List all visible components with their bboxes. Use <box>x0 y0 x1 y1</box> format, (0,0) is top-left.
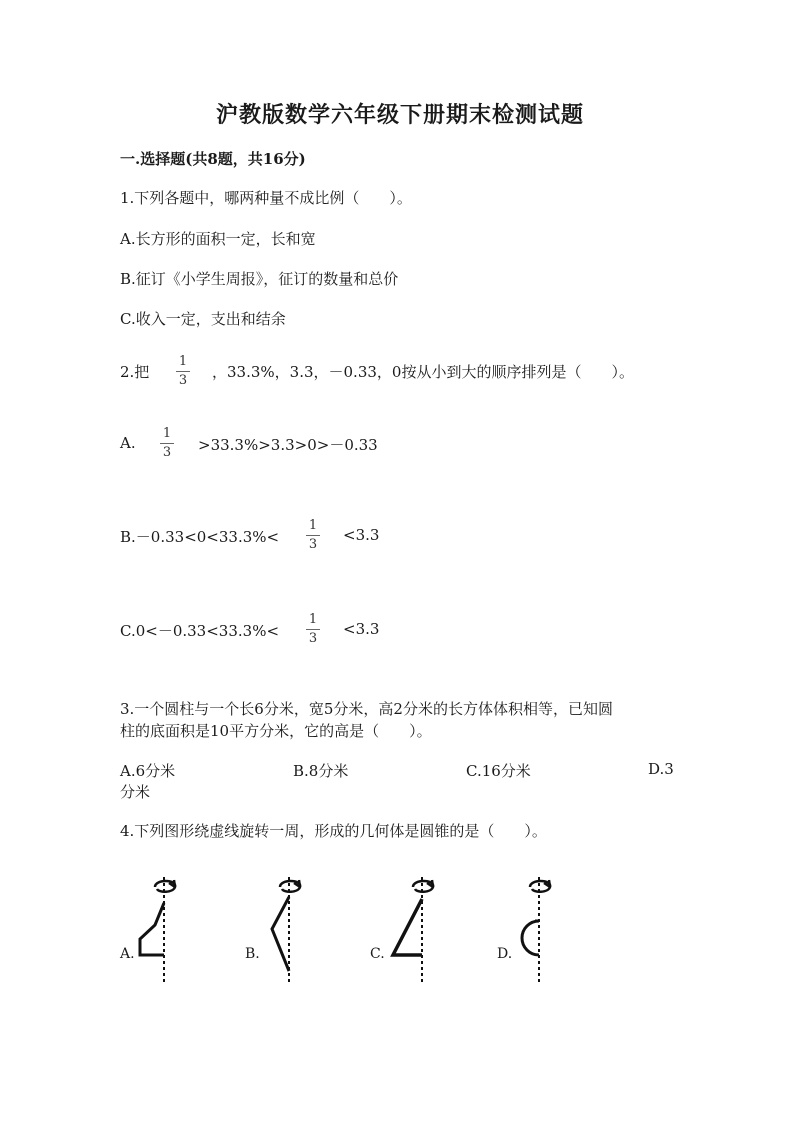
q2-option-a-label: A. <box>120 434 136 452</box>
q4-figure-c <box>375 875 455 985</box>
q4-figure-b <box>250 875 330 985</box>
shape-outline <box>140 903 164 955</box>
q3-option-d: D.3 <box>648 760 674 778</box>
q2-option-b: B.－0.33<0<33.3%< <box>120 528 280 546</box>
fraction-denominator: 3 <box>162 445 172 460</box>
q2-prefix: 2.把 <box>120 363 150 381</box>
q1-option-a: A.长方形的面积一定，长和宽 <box>120 230 316 248</box>
fraction-denominator: 3 <box>308 631 318 646</box>
q3-stem-line2: 柱的底面积是10平方分米，它的高是（ ）。 <box>120 722 432 740</box>
q4-label-d: D. <box>497 946 513 962</box>
page-title: 沪教版数学六年级下册期末检测试题 <box>215 102 584 128</box>
section-heading: 一.选择题(共8题，共16分) <box>120 150 306 168</box>
fraction-denominator: 3 <box>178 373 188 388</box>
fraction-bar <box>176 371 190 372</box>
q3-option-b: B.8分米 <box>293 762 349 780</box>
q4-label-a: A. <box>120 946 135 962</box>
q4-label-c: C. <box>370 946 385 962</box>
q3-stem-line1: 3.一个圆柱与一个长6分米，宽5分米，高2分米的长方体体积相等，已知圆 <box>120 700 613 718</box>
q2-fraction <box>176 355 190 388</box>
shape-outline <box>272 897 289 971</box>
fraction-bar <box>160 443 174 444</box>
fraction-numerator: 1 <box>308 518 318 533</box>
q1-option-b: B.征订《小学生周报》，征订的数量和总价 <box>120 270 399 288</box>
q3-option-d-unit: 分米 <box>120 783 151 801</box>
q2-option-a-fraction <box>160 427 174 460</box>
fraction-numerator: 1 <box>178 354 188 369</box>
fraction-bar <box>306 535 320 536</box>
q3-option-c: C.16分米 <box>466 762 531 780</box>
q4-label-b: B. <box>245 946 260 962</box>
q2-stem: ，33.3%，3.3，－0.33，0按从小到大的顺序排列是（ ）。 <box>212 363 634 381</box>
fraction-numerator: 1 <box>162 426 172 441</box>
fraction-denominator: 3 <box>308 537 318 552</box>
q2-option-b-fraction <box>306 519 320 552</box>
q1-stem: 1.下列各题中，哪两种量不成比例（ ）。 <box>120 189 412 207</box>
shape-outline <box>522 921 539 955</box>
q2-option-c-fraction <box>306 613 320 646</box>
q2-option-a: >33.3%>3.3>0>－0.33 <box>198 436 378 454</box>
fraction-bar <box>306 629 320 630</box>
q2-option-b-end: <3.3 <box>343 526 380 544</box>
fraction-numerator: 1 <box>308 612 318 627</box>
q1-option-c: C.收入一定，支出和结余 <box>120 310 286 328</box>
q2-option-c-end: <3.3 <box>343 620 380 638</box>
q3-option-a: A.6分米 <box>120 762 176 780</box>
q4-stem: 4.下列图形绕虚线旋转一周，形成的几何体是圆锥的是（ ）。 <box>120 822 547 840</box>
q4-figure-d <box>502 875 582 985</box>
shape-outline <box>393 899 422 955</box>
q4-figure-a <box>125 875 205 985</box>
q2-option-c: C.0<－0.33<33.3%< <box>120 622 280 640</box>
